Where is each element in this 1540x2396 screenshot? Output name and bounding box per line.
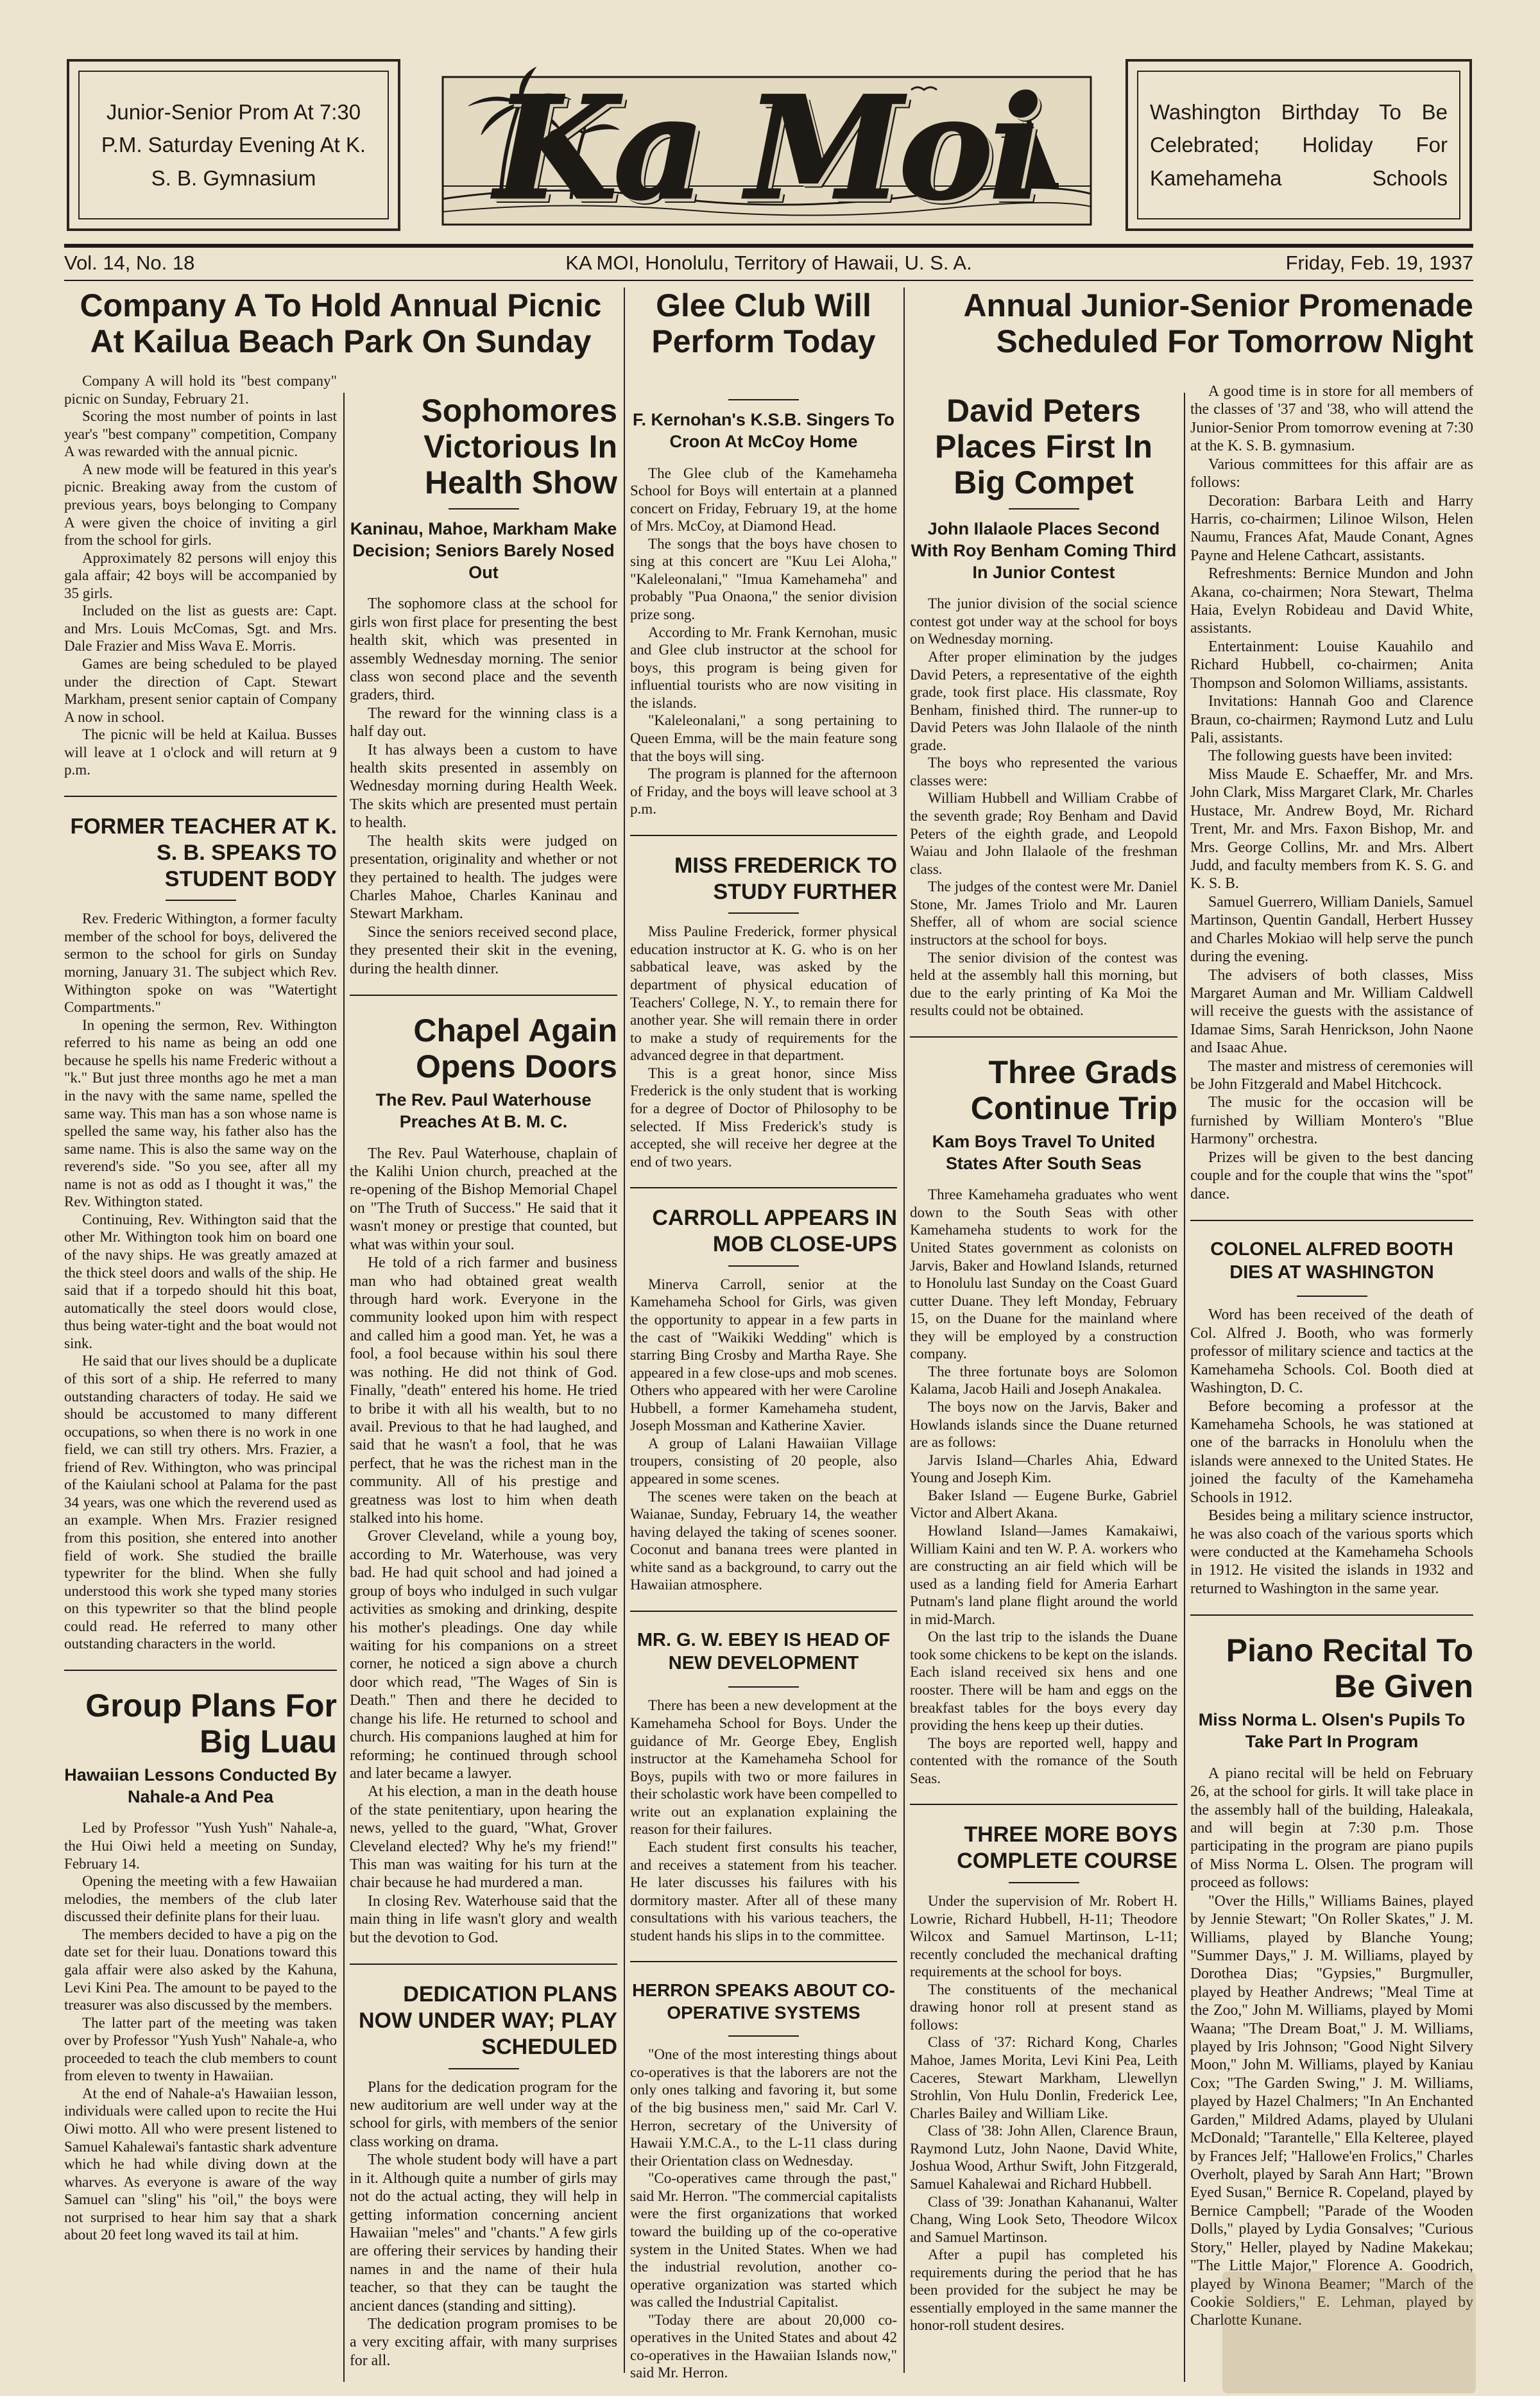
article-paragraph: Invitations: Hannah Goo and Clarence Braun, co-chairmen; Raymond Lutz and Lulu Pali, assistants. bbox=[1190, 693, 1473, 747]
article-paragraph: The advisers of both classes, Miss Margaret Auman and Mr. William Caldwell will receive the guests with the assistance of Idamae Sims, Sarah Henrickson, John Naone and Isaac Ahue. bbox=[1190, 966, 1473, 1057]
peters-article bbox=[910, 595, 1177, 1020]
article-paragraph: The boys now on the Jarvis, Baker and Howlands islands since the Duane returned are as follows: bbox=[910, 1398, 1177, 1451]
article-paragraph: The senior division of the contest was held at the assembly hall this morning, but due to the early printing of Ka Moi the results could not be obtained. bbox=[910, 948, 1177, 1019]
dateline-bottom-rule bbox=[64, 280, 1473, 281]
article-paragraph: He said that our lives should be a duplicate of this sort of a ship. He referred to many outstanding characters of today. He said we should be accustomed to many different occupations, so when there is no work in one field, we can still try others. Mrs. Frazier, a friend of Rev. Withington, who was principal of the Kaiulani school at Palama for the past 34 years, was one which the reverend used as an example. When Mrs. Frazier resigned from this position, she entered into another field of work. She studied the braille typewriter for the blind. When she fully understood this work she typed many stories on this typewriter so that the blind people could read. He referred to many other outstanding characters in the world. bbox=[64, 1352, 337, 1652]
chapel-subhead: The Rev. Paul Waterhouse Preaches At B. M. C. bbox=[375, 1090, 592, 1131]
article-paragraph: At his election, a man in the death house of the state penitentiary, upon hearing the news, yelled to the guard, "What, Grover Cleveland elected? Why he's my friend!" This man was waiting for his turn at the chair because he had murdered a man. bbox=[350, 1783, 617, 1892]
article-paragraph: It has always been a custom to have health skits presented in assembly on Wednesday morning during Health Week. The skits which are presented must pertain to health. bbox=[350, 741, 617, 832]
column-2 bbox=[350, 393, 617, 2370]
article-paragraph: Games are being scheduled to be played under the direction of Capt. Stewart Markham, present senior captain of Company A now in school. bbox=[64, 655, 337, 725]
article-paragraph: On the last trip to the islands the Duane took some chickens to be kept on the islands. Each island received six hens and one rooster. There will be ham and eggs on the breakfast tables for the boys every day providing the hens keep up their duties. bbox=[910, 1628, 1177, 1734]
article-paragraph: The dedication program promises to be a very exciting affair, with many surprises for all. bbox=[350, 2316, 617, 2369]
article-divider bbox=[350, 995, 617, 996]
article-paragraph: The songs that the boys have chosen to sing at this concert are "Kuu Lei Aloha," "Kaleleonalani," "Imua Kamehameha" and probably "Pua Onaona," the senior division prize song. bbox=[630, 535, 897, 622]
headline-dash bbox=[1009, 1882, 1079, 1883]
ear-left-box bbox=[67, 59, 400, 231]
glee-club-banner bbox=[630, 287, 897, 359]
article-paragraph: According to Mr. Frank Kernohan, music and Glee club instructor at the school for boys, this program is being given for influential tourists who are now visiting in the islands. bbox=[630, 623, 897, 711]
article-paragraph: The reward for the winning class is a half day out. bbox=[350, 705, 617, 740]
article-paragraph: The judges of the contest were Mr. Daniel Stone, Mr. James Triolo and Mr. Lauren Sheffer, all of whom are social science instructors at the school for boys. bbox=[910, 878, 1177, 948]
dateline bbox=[64, 249, 1473, 277]
column-1 bbox=[64, 372, 337, 2244]
article-paragraph: The latter part of the meeting was taken over by Professor "Yush Yush" Nahale-a, who proceeded to teach the club members to count from eleven to twenty in Hawaiian. bbox=[64, 2014, 337, 2084]
ebey-headline: MR. G. W. EBEY IS HEAD OF NEW DEVELOPMENT bbox=[637, 1629, 891, 1674]
article-paragraph: The sophomore class at the school for girls won first place for presenting the best health skit, which was presented in assembly Wednesday morning. The senior class won second place and the seventh graders, third. bbox=[350, 595, 617, 704]
column-4 bbox=[910, 393, 1177, 2334]
article-paragraph: The junior division of the social science contest got under way at the school for boys on Wednesday morning. bbox=[910, 595, 1177, 647]
article-paragraph: The members decided to have a pig on the date set for their luau. Donations toward this gala affair were also asked by the Kahuna, Levi Kini Pea. The amount to be payed to the treasurer was also discussed by the members. bbox=[64, 1925, 337, 2014]
article-paragraph: Class of '37: Richard Kong, Charles Mahoe, James Morita, Levi Kini Pea, Leith Caceres, Stewart Markham, Llewellyn Strohlin, Von Hulu Donlin, Frederick Lee, Charles Bailey and William Like. bbox=[910, 2033, 1177, 2121]
article-divider bbox=[630, 1961, 897, 1962]
glee-club-subhead: F. Kernohan's K.S.B. Singers To Croon At McCoy Home bbox=[633, 410, 894, 451]
article-paragraph: The three fortunate boys are Solomon Kalama, Jacob Haili and Joseph Anakalea. bbox=[910, 1362, 1177, 1398]
grads-article bbox=[910, 1186, 1177, 1787]
promenade-banner bbox=[910, 287, 1473, 359]
article-paragraph: The master and mistress of ceremonies will be John Fitzgerald and Mabel Hitchcock. bbox=[1190, 1057, 1473, 1093]
company-a-banner bbox=[64, 287, 617, 359]
article-paragraph: Three Kamehameha graduates who went down to the South Seas with other Kamehameha students to work for the United States government as colonists on Jarvis, Baker and Howland Islands, returned to Honolulu last Sunday on the Coast Guard cutter Duane. They left Monday, February 15, on the Duane for the mainland where they will be employed by a construction company. bbox=[910, 1186, 1177, 1362]
sophomores-article bbox=[350, 595, 617, 978]
promenade-article bbox=[1190, 382, 1473, 1203]
newspaper-title: Ka Moi bbox=[494, 64, 1040, 231]
article-paragraph: Since the seniors received second place, they presented their skit in the evening, during the health dinner. bbox=[350, 923, 617, 977]
headline-dash bbox=[728, 399, 799, 400]
herron-headline: HERRON SPEAKS ABOUT CO-OPERATIVE SYSTEMS bbox=[632, 1980, 895, 2023]
article-paragraph: The scenes were taken on the beach at Waianae, Sunday, February 14, the weather having delayed the taking of scenes sooner. Coconut and banana trees were planted in white sand as a background, to carry out the Hawaiian atmosphere. bbox=[630, 1487, 897, 1593]
article-paragraph: "Kaleleonalani," a song pertaining to Queen Emma, will be the main feature song that the boys will sing. bbox=[630, 712, 897, 764]
article-paragraph: Miss Pauline Frederick, former physical education instructor at K. G. who is on her sabbatical leave, was asked by the department of physical education of Teachers' College, N. Y., to remain there for another year. She will remain there in order to make a study of requirements for the advanced degree in that department. bbox=[630, 923, 897, 1064]
headline-dash bbox=[728, 1686, 799, 1688]
ear-right-text: Washington Birthday To Be Celebrated; Holiday For Kamehameha Schools bbox=[1137, 71, 1460, 219]
article-paragraph: Refreshments: Bernice Mundon and John Akana, co-chairmen; Nora Stewart, Thelma Haia, Evelyn Robideau and David White, assistants. bbox=[1190, 565, 1473, 637]
column-rule bbox=[343, 393, 345, 2382]
article-paragraph: Class of '38: John Allen, Clarence Braun, Raymond Lutz, John Naone, David White, Joshua Wood, Arthur Swift, John Fitzgerald, Samuel Kahalewai and Richard Hubbell. bbox=[910, 2122, 1177, 2192]
headline-dash bbox=[166, 900, 236, 901]
article-paragraph: Led by Professor "Yush Yush" Nahale-a, the Hui Oiwi held a meeting on Sunday, February 14. bbox=[64, 1819, 337, 1872]
article-paragraph: The picnic will be held at Kailua. Busses will leave at 1 o'clock and will return at 9 p.m. bbox=[64, 726, 337, 778]
article-divider bbox=[1190, 1220, 1473, 1221]
article-paragraph: A new mode will be featured in this year's picnic. Breaking away from the custom of previous years, boys belonging to Company A were given the choice of inviting a girl from the school for girls. bbox=[64, 460, 337, 549]
article-paragraph: Approximately 82 persons will enjoy this gala affair; 42 boys will be accompanied by 35 girls. bbox=[64, 549, 337, 601]
headline-dash bbox=[728, 912, 799, 914]
article-paragraph: Various committees for this affair are as follows: bbox=[1190, 456, 1473, 492]
article-paragraph: Plans for the dedication program for the new auditorium are well under way at the school for girls, with members of the senior class working on drama. bbox=[350, 2078, 617, 2150]
ear-right-box bbox=[1125, 59, 1472, 231]
recital-headline: Piano Recital To Be Given bbox=[1226, 1632, 1473, 1705]
article-paragraph: "Co-operatives came through the past," said Mr. Herron. "The commercial capitalists were the first organizations that worked toward the building up of the co-operative system in the United States. When we had the industrial revolution, another co-operative organization was started which was called the Industrial Capitalist. bbox=[630, 2169, 897, 2311]
article-paragraph: This is a great honor, since Miss Frederick is the only student that is working for a degree of Doctor of Philosophy to be selected. If Miss Frederick's study is accepted, she will receive her degree at the end of two years. bbox=[630, 1064, 897, 1170]
article-paragraph: Continuing, Rev. Withington said that the other Mr. Withington took him on board one of the navy ships. He was greatly amazed at the thick steel doors and walls of the ship. He said that if a torpedo should hit this boat, automatically the steel doors would close, thus being water-tight and the boat would not sink. bbox=[64, 1210, 337, 1351]
glee-club-article bbox=[630, 465, 897, 818]
course-article bbox=[910, 1892, 1177, 2334]
grads-subhead: Kam Boys Travel To United States After South Seas bbox=[932, 1131, 1156, 1173]
column-rule bbox=[1184, 393, 1185, 2382]
recital-article bbox=[1190, 1765, 1473, 2330]
article-paragraph: The program is planned for the afternoon of Friday, and the boys will leave school at 3 p.m. bbox=[630, 765, 897, 817]
sophomores-subhead: Kaninau, Mahoe, Markham Make Decision; Seniors Barely Nosed Out bbox=[350, 519, 617, 582]
article-paragraph: In closing Rev. Waterhouse said that the main thing in life wasn't glory and wealth but the devotion to God. bbox=[350, 1892, 617, 1946]
nameplate bbox=[424, 51, 1110, 244]
article-paragraph: A good time is in store for all members of the classes of '37 and '38, who will attend the Junior-Senior Prom tomorrow evening at 7:30 at the K. S. B. gymnasium. bbox=[1190, 383, 1473, 455]
chapel-article bbox=[350, 1145, 617, 1947]
recital-subhead: Miss Norma L. Olsen's Pupils To Take Part In Program bbox=[1198, 1710, 1466, 1751]
article-paragraph: "Today there are about 20,000 co-operatives in the United States and about 42 co-operatives in the Hawaiian Islands now," said Mr. Herron. bbox=[630, 2311, 897, 2381]
headline-dash bbox=[1009, 508, 1079, 509]
article-paragraph: The music for the occasion will be furnished by William Montero's "Blue Harmony" orchestra. bbox=[1190, 1094, 1473, 1148]
glee-club-headline: Glee Club Will Perform Today bbox=[651, 287, 876, 359]
article-divider bbox=[630, 1187, 897, 1188]
article-paragraph: Word has been received of the death of Col. Alfred J. Booth, who was formerly professor of military science and tactics at the Kamehameha Schools. Col. Booth died at Washington, D. C. bbox=[1190, 1306, 1473, 1397]
former-teacher-article bbox=[64, 910, 337, 1653]
former-teacher-headline: FORMER TEACHER AT K. S. B. SPEAKS TO STUDENT BODY bbox=[70, 814, 337, 891]
headline-dash bbox=[728, 2035, 799, 2037]
headline-dash bbox=[728, 1265, 799, 1267]
column-5 bbox=[1190, 382, 1473, 2330]
group-plans-headline: Group Plans For Big Luau bbox=[85, 1687, 337, 1759]
article-paragraph: Each student first consults his teacher, and receives a statement from his teacher. He later discusses his failures with his dormitory master. After all of these many consultations with his various teachers, the student hands his slips in to the committee. bbox=[630, 1838, 897, 1944]
frederick-headline: MISS FREDERICK TO STUDY FURTHER bbox=[674, 853, 897, 904]
article-paragraph: Grover Cleveland, while a young boy, according to Mr. Waterhouse, was very bad. He had quit school and had joined a group of boys who indulged in such vulgar activities as smoking and drinking, despite his mother's pleadings. One day while waiting for his companions on a street corner, he noticed a sign above a church door which read, "The Wages of Sin is Death." Then and there he decided to change his life. He returned to school and church. His companions laughed at him for reforming; he continued through school and later became a lawyer. bbox=[350, 1528, 617, 1782]
article-paragraph: The following guests have been invited: bbox=[1208, 748, 1453, 765]
column-rule bbox=[903, 287, 905, 2373]
article-divider bbox=[1190, 1614, 1473, 1616]
dateline-top-rule bbox=[64, 244, 1473, 248]
article-paragraph: A group of Lalani Hawaiian Village troupers, consisting of 20 people, also appeared in some scenes. bbox=[630, 1434, 897, 1487]
article-paragraph: The Rev. Paul Waterhouse, chaplain of the Kalihi Union church, preached at the re-opening of the Bishop Memorial Chapel on "The Truth of Success." He said that it wasn't money or prestige that counted, but what was within your soul. bbox=[350, 1145, 617, 1253]
frederick-article bbox=[630, 923, 897, 1170]
article-paragraph: After proper elimination by the judges David Peters, a representative of the eighth grade, took first place. His classmate, Roy Benham, finished third. The runner-up to David Peters was John Ilalaole of the ninth grade. bbox=[910, 647, 1177, 753]
publication-place: KA MOI, Honolulu, Territory of Hawaii, U. S. A. bbox=[565, 252, 972, 274]
article-paragraph: Class of '39: Jonathan Kahananui, Walter Chang, Wing Look Seto, Theodore Wilcox and Samuel Martinson. bbox=[910, 2193, 1177, 2245]
article-paragraph: Under the supervision of Mr. Robert H. Lowrie, Richard Hubbell, H-11; Theodore Wilcox and Samuel Martinson, L-11; recently concluded the mechanical drafting requirements at the school for boys. bbox=[910, 1892, 1177, 1980]
sophomores-headline: Sophomores Victorious In Health Show bbox=[421, 393, 617, 501]
article-divider bbox=[64, 1670, 337, 1671]
headline-dash bbox=[449, 2068, 519, 2069]
chapel-headline: Chapel Again Opens Doors bbox=[413, 1013, 617, 1085]
carroll-headline: CARROLL APPEARS IN MOB CLOSE-UPS bbox=[652, 1206, 897, 1257]
article-paragraph: Howland Island—James Kamakaiwi, William Kaini and ten W. P. A. workers who are constructing an air field which will be used as a landing field for Ameria Earhart Putnam's land plane flight around the world in mid-March. bbox=[910, 1521, 1177, 1627]
dedication-headline: DEDICATION PLANS NOW UNDER WAY; PLAY SCHEDULED bbox=[358, 1982, 617, 2059]
article-paragraph: After a pupil has completed his requirements during the period that he has been provided for the subject he may be essentially employed in the same manner the honor-roll student desires. bbox=[910, 2246, 1177, 2334]
article-paragraph: William Hubbell and William Crabbe of the seventh grade; Roy Benham and David Peters of the eighth grade, and Leopold Waiau and John Ilalaole of the freshman class. bbox=[910, 789, 1177, 877]
article-paragraph: Miss Maude E. Schaeffer, Mr. and Mrs. John Clark, Miss Margaret Clark, Mr. Charles Hustace, Mr. Andrew Boyd, Mr. Richard Trent, Mr. and Mrs. Faxon Bishop, Mr. and Mrs. George Collins, Mr. and Mrs. Albert Judd, and faculty members from K. S. G. and K. S. B. bbox=[1190, 766, 1473, 893]
article-paragraph: The Glee club of the Kamehameha School for Boys will entertain at a planned concert on Friday, February 19, at the home of Mrs. McCoy, at Diamond Head. bbox=[630, 464, 897, 535]
ebey-article bbox=[630, 1697, 897, 1944]
article-paragraph: Scoring the most number of points in last year's "best company" competition, Company A was rewarded with the annual picnic. bbox=[64, 407, 337, 460]
article-divider bbox=[630, 835, 897, 836]
ear-left-text: Junior-Senior Prom At 7:30 P.M. Saturday Evening At K. S. B. Gymnasium bbox=[78, 71, 389, 219]
article-paragraph: Opening the meeting with a few Hawaiian melodies, the members of the club later discussed their definite plans for their luau. bbox=[64, 1872, 337, 1925]
headline-dash bbox=[449, 508, 519, 509]
article-paragraph: The whole student body will have a part in it. Although quite a number of girls may not do the actual acting, they will help in getting information concerning ancient Hawaiian "meles" and "chants." A few girls are offering their services by handing their names in and the name of their hula teacher, so that they can be taught the ancient dances (standing and sitting). bbox=[350, 2152, 617, 2315]
article-paragraph: He told of a rich farmer and business man who had obtained great wealth through hard work. Everyone in the community looked upon him with respect and called him a good man. Yet, he was a fool, a fool because within his soul there was nothing. He did not think of God. Finally, "death" entered his home. He tried to bribe it with all his wealth, but to no avail. Previous to that he had laughed, and said that he wasn't a fool, that he was perfect, that he was the richest man in the community. All of his prestige and greatness was lost to him when death stalked into his home. bbox=[350, 1254, 617, 1527]
carroll-article bbox=[630, 1276, 897, 1594]
article-paragraph: In opening the sermon, Rev. Withington referred to his name as being an odd one because he spells his name Frederic without a "k." But just three months ago he met a man in the navy with the same name, spelled the same way. This man has a son whose name is spelled the same way, his father also has the same name. This is also the same way on the reverend's side. "So you see, after all my name is not as odd as I thought it was," the Rev. Withington stated. bbox=[64, 1016, 337, 1210]
article-paragraph: The constituents of the mechanical drawing honor roll at present stand as follows: bbox=[910, 1980, 1177, 2033]
peters-subhead: John Ilalaole Places Second With Roy Benham Coming Third In Junior Contest bbox=[911, 519, 1177, 582]
article-divider bbox=[910, 1036, 1177, 1038]
grads-headline: Three Grads Continue Trip bbox=[970, 1054, 1177, 1126]
company-a-article bbox=[64, 372, 337, 779]
course-headline: THREE MORE BOYS COMPLETE COURSE bbox=[957, 1822, 1177, 1874]
article-paragraph: At the end of Nahale-a's Hawaiian lesson, individuals were called upon to recite the Hui Oiwi motto. All who were present listened to Samuel Kahalewai's fantastic shark adventure which he had while diving down at the wharves. As everyone is aware of the way Samuel can "sling" his "oil," the boys were not surprised to hear him say that a shark about 20 feet long waved its tail at him. bbox=[64, 2084, 337, 2243]
dedication-article bbox=[350, 2078, 617, 2370]
article-divider bbox=[64, 796, 337, 797]
company-a-headline: Company A To Hold Annual Picnic At Kailua Beach Park On Sunday bbox=[80, 287, 602, 359]
article-paragraph: "One of the most interesting things about co-operatives is that the laborers are not the only ones talking and favoring it, but some of the big business men," said Mr. Carl V. Herron, secretary of the University of Hawaii Y.M.C.A., to the L-11 class during their Orientation class on Wednesday. bbox=[630, 2046, 897, 2169]
headline-dash bbox=[1297, 1296, 1367, 1297]
article-paragraph: Decoration: Barbara Leith and Harry Harris, co-chairmen; Lilinoe Wilson, Helen Naumu, Frances Afat, Maude Conant, Agnes Payne and Helene Cathcart, assistants. bbox=[1190, 492, 1473, 564]
article-paragraph: "Over the Hills," Williams Baines, played by Jennie Stewart; "On Roller Skates," J. M. Williams, played by Blanche Young; "Summer Days," J. M. Williams, played by Dorothea Dias; "Gypsies," Burgmuller, played by Heather Andrews; "Meal Time at the Zoo," John M. Williams, played by Momi Waana; "The Dream Boat," J. M. Williams, played by Iris Johnson; "Good Night Silvery Moon," John M. Williams, played by Kaniau Cox; "The Garden Swing," J. M. Williams, played by Hazel Chalmers; "In An Enchanted Garden," Mildred Adams, played by Ululani McDonald; "Tarantelle," Ella Kelteree, played by Frances Jelf; "Hallowe'en Frolics," Charles Overholt, played by Sarah Ann Hart; "Brown Eyed Susan," Bernice R. Copeland, played by Bernice Campbell; "Parade of the Wooden Dolls," played by Lydia Gonsalves; "Curious Story," Heller, played by Nadine Makekau; "The Little Major," Florence A. Goodrich, played by Winona Beamer; "March of the Cookie Soldiers," E. Lehman, played by Charlotte Kunane. bbox=[1190, 1892, 1473, 2329]
article-paragraph: Company A will hold its "best company" picnic on Sunday, February 21. bbox=[64, 372, 337, 407]
article-paragraph: The boys are reported well, happy and contented with the romance of the South Seas. bbox=[910, 1734, 1177, 1786]
article-paragraph: Baker Island — Eugene Burke, Gabriel Victor and Albert Akana. bbox=[910, 1486, 1177, 1521]
issue-date: Friday, Feb. 19, 1937 bbox=[1285, 252, 1473, 274]
article-paragraph: There has been a new development at the Kamehameha School for Boys. Under the guidance of Mr. George Ebey, English instructor at the Kamehameha School for Boys, pupils with two or more failures in their scholastic work have been compelled to write out an explanation explaining the reason for their failures. bbox=[630, 1697, 897, 1838]
article-divider bbox=[350, 1964, 617, 1965]
article-paragraph: A piano recital will be held on February 26, at the school for girls. It will take place in the assembly hall of the building, Haleakala, and will begin at 7:30 p.m. Those participating in the program are piano pupils of Miss Norma L. Olsen. The program will proceed as follows: bbox=[1190, 1765, 1473, 1892]
article-paragraph: Included on the list as guests are: Capt. and Mrs. Louis McComas, Sgt. and Mrs. Dale Frazier and Miss Wava E. Morris. bbox=[64, 602, 337, 655]
herron-article bbox=[630, 2046, 897, 2382]
article-paragraph: Before becoming a professor at the Kamehameha Schools, he was stationed at one of the barracks in Honolulu when the islands were annexed to the United States. He joined the faculty of the Kamehameha Schools in 1912. bbox=[1190, 1398, 1473, 1506]
article-divider bbox=[910, 1804, 1177, 1805]
article-paragraph: Rev. Frederic Withington, a former faculty member of the school for boys, delivered the sermon to the school for girls on Sunday morning, January 31. The subject which Rev. Withington spoke on was "Watertight Compartments." bbox=[64, 910, 337, 1016]
article-paragraph: Besides being a military science instructor, he was also coach of the various sports which were conducted at the Kamehameha Schools in 1912. He visited the islands in 1932 and returned to Washington in the same year. bbox=[1190, 1507, 1473, 1597]
peters-headline: David Peters Places First In Big Compet bbox=[934, 393, 1153, 501]
group-plans-subhead: Hawaiian Lessons Conducted By Nahale-a And Pea bbox=[64, 1765, 337, 1806]
article-paragraph: Prizes will be given to the best dancing couple and for the couple that wins the "spot" dance. bbox=[1190, 1149, 1473, 1202]
group-plans-article bbox=[64, 1819, 337, 2244]
paper-stain bbox=[1222, 2272, 1476, 2393]
article-paragraph: Jarvis Island—Charles Ahia, Edward Young and Joseph Kim. bbox=[910, 1451, 1177, 1486]
article-paragraph: The health skits were judged on presentation, originality and whether or not they pertained to health. The judges were Charles Mahoe, Charles Kaninau and Stewart Markham. bbox=[350, 832, 617, 923]
volume-number: Vol. 14, No. 18 bbox=[64, 252, 195, 274]
column-rule bbox=[624, 287, 625, 2373]
column-3 bbox=[630, 391, 897, 2382]
article-paragraph: The boys who represented the various classes were: bbox=[910, 754, 1177, 789]
booth-headline: COLONEL ALFRED BOOTH DIES AT WASHINGTON bbox=[1210, 1238, 1453, 1283]
article-paragraph: Entertainment: Louise Kauahilo and Richard Hubbell, co-chairmen; Anita Thompson and Solomon Williams, assistants. bbox=[1190, 638, 1473, 692]
booth-article bbox=[1190, 1306, 1473, 1598]
article-divider bbox=[630, 1611, 897, 1612]
article-paragraph: Minerva Carroll, senior at the Kamehameha School for Girls, was given the opportunity to appear in a few parts in the cast of "Waikiki Wedding" which is starring Bing Crosby and Martha Raye. She appeared in a few close-ups and mob scenes. Others who appeared with her were Caroline Hubbell, a former Kamehameha student, Joseph Mossman and Katherine Xavier. bbox=[630, 1275, 897, 1434]
promenade-headline: Annual Junior-Senior Promenade Scheduled For Tomorrow Night bbox=[963, 287, 1473, 359]
article-paragraph: Samuel Guerrero, William Daniels, Samuel Martinson, Quentin Gandall, Herbert Hussey and Charles Mokiao will help serve the punch during the evening. bbox=[1190, 893, 1473, 966]
